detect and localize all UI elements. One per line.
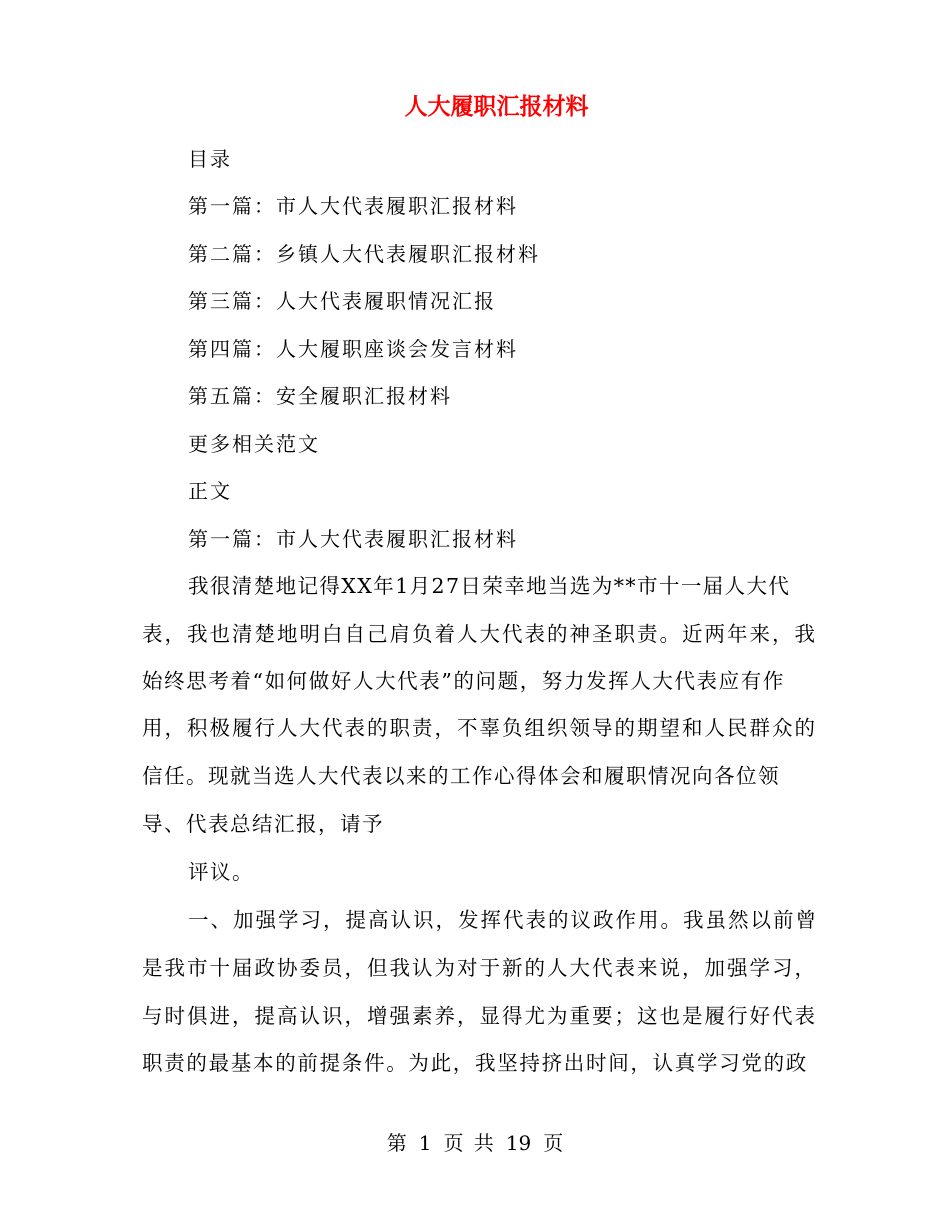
toc-more-link: 更多相关范文 bbox=[188, 432, 320, 456]
toc-item-5: 第五篇：安全履职汇报材料 bbox=[188, 384, 452, 408]
page-footer bbox=[0, 1127, 950, 1156]
paragraph-line: 一、加强学习，提高认识，发挥代表的议政作用。我虽然以前曾 bbox=[188, 908, 818, 932]
toc-item-2: 第二篇：乡镇人大代表履职汇报材料 bbox=[188, 242, 540, 266]
footer-page-number: 1 bbox=[418, 1131, 432, 1155]
footer-middle: 页 共 bbox=[443, 1131, 494, 1155]
paragraph-line: 职责的最基本的前提条件。为此，我坚持挤出时间，认真学习党的政 bbox=[142, 1051, 808, 1075]
toc-heading: 目录 bbox=[188, 147, 232, 171]
paragraph-line: 评议。 bbox=[188, 860, 254, 884]
footer-total-pages: 19 bbox=[505, 1131, 532, 1155]
footer-prefix: 第 bbox=[386, 1131, 407, 1155]
paragraph-line: 始终思考着“如何做好人大代表”的问题，努力发挥人大代表应有作 bbox=[142, 669, 785, 693]
paragraph-line: 与时俱进，提高认识，增强素养，显得尤为重要；这也是履行好代表 bbox=[142, 1004, 817, 1028]
toc-item-3: 第三篇：人大代表履职情况汇报 bbox=[188, 289, 496, 313]
paragraph-line: 信任。现就当选人大代表以来的工作心得体会和履职情况向各位领 bbox=[142, 764, 780, 788]
toc-item-1: 第一篇：市人大代表履职汇报材料 bbox=[188, 194, 518, 218]
toc-item-4: 第四篇：人大履职座谈会发言材料 bbox=[188, 337, 518, 361]
paragraph-line: 是我市十届政协委员，但我认为对于新的人大代表来说，加强学习， bbox=[142, 956, 817, 980]
paragraph-line: 导、代表总结汇报，请予 bbox=[142, 812, 384, 836]
paragraph-line: 我很清楚地记得XX年1月27日荣幸地当选为**市十一届人大代 bbox=[188, 574, 791, 598]
paragraph-line: 表，我也清楚地明白自己肩负着人大代表的神圣职责。近两年来，我 bbox=[142, 622, 817, 646]
document-title: 人大履职汇报材料 bbox=[404, 93, 589, 120]
footer-suffix: 页 bbox=[543, 1131, 564, 1155]
section-heading-1: 第一篇：市人大代表履职汇报材料 bbox=[188, 527, 518, 551]
paragraph-line: 用，积极履行人大代表的职责，不辜负组织领导的期望和人民群众的 bbox=[142, 716, 817, 740]
body-heading: 正文 bbox=[188, 479, 232, 503]
